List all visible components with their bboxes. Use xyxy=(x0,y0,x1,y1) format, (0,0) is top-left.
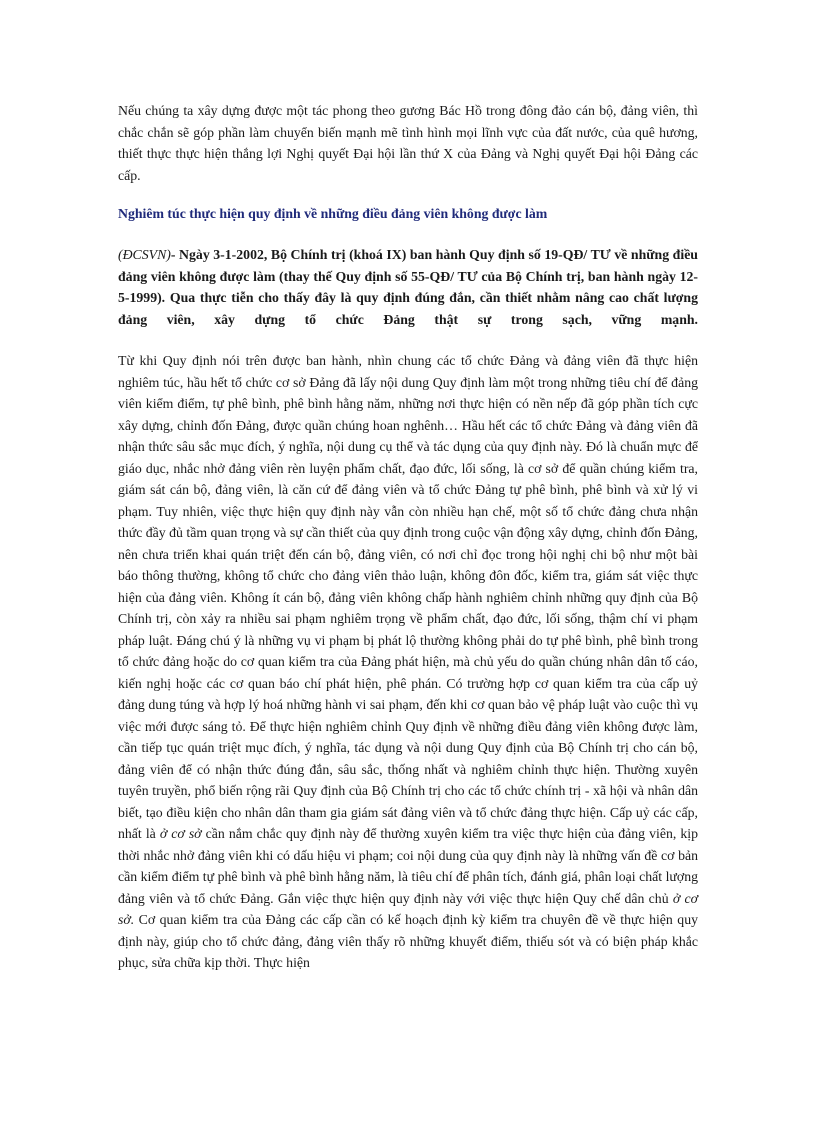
body-emphasis-1: ở cơ sở xyxy=(159,826,202,841)
body-text-part-1: Từ khi Quy định nói trên được ban hành, nhìn chung các tổ chức Đảng và đảng viên đã thực hiện nghiêm túc, hầu hết tổ chức cơ sở Đảng đã lấy nội dung Quy định làm một trong những tiêu chí để đảng viên kiểm điểm, tự phê bình, phê bình hằng năm, những nơi thực hiện có nền nếp đã góp phần tích cực xây dựng, chỉnh đốn Đảng, được quần chúng hoan nghênh… Hầu hết các tổ chức Đảng và đảng viên đã nhận thức sâu sắc mục đích, ý nghĩa, nội dung cụ thể và tác dụng của quy định này. Đó là chuẩn mực để giáo dục, nhắc nhở đảng viên rèn luyện phẩm chất, đạo đức, lối sống, là cơ sở để quần chúng kiểm tra, giám sát cán bộ, đảng viên, là căn cứ để đảng viên và tổ chức Đảng tự phê bình, phê bình và xử lý vi phạm. Tuy nhiên, việc thực hiện quy định này vẫn còn nhiều hạn chế, một số tổ chức đảng chưa nhận thức đầy đủ tầm quan trọng và sự cần thiết của quy định trong cuộc vận động xây dựng, chỉnh đốn Đảng, nên chưa triển khai quán triệt đến cán bộ, đảng viên, có nơi chỉ đọc trong hội nghị chi bộ như một bài báo thông thường, không tổ chức cho đảng viên thảo luận, không đôn đốc, kiểm tra, giám sát việc thực hiện của đảng viên. Không ít cán bộ, đảng viên không chấp hành nghiêm chỉnh những quy định của Bộ Chính trị, còn xảy ra nhiều sai phạm nghiêm trọng về phẩm chất, đạo đức, lối sống, thậm chí vi phạm pháp luật. Đáng chú ý là những vụ vi phạm bị phát lộ thường không phải do tự phê bình, phê bình trong tổ chức đảng hoặc do cơ quan kiểm tra của Đảng phát hiện, mà chủ yếu do quần chúng nhân dân tố cáo, kiến nghị hoặc các cơ quan báo chí phát hiện, phê phán. Có trường hợp cơ quan kiểm tra của cấp uỷ đảng dung túng và hợp lý hoá những hành vi sai phạm, đến khi cơ quan bảo vệ pháp luật vào cuộc thì vụ việc mới được sáng tỏ. Để thực hiện nghiêm chỉnh Quy định về những điều đảng viên không được làm, cần tiếp tục quán triệt mục đích, ý nghĩa, tác dụng và nội dung Quy định của Bộ Chính trị cho cán bộ, đảng viên để có nhận thức đúng đắn, sâu sắc, thống nhất và nghiêm chỉnh thực hiện. Thường xuyên tuyên truyền, phổ biến rộng rãi Quy định của Bộ Chính trị cho các tổ chức chính trị - xã hội và nhân dân biết, tạo điều kiện cho nhân dân tham gia giám sát đảng viên và tổ chức đảng thực hiện. Cấp uỷ các cấp, nhất là xyxy=(118,353,698,841)
body-text-part-3: Cơ quan kiểm tra của Đảng các cấp cần có kế hoạch định kỳ kiểm tra chuyên đề về thực hiện quy định này, giúp cho tổ chức đảng, đảng viên thấy rõ những khuyết điểm, thiếu sót và có biện pháp khắc phục, sửa chữa kịp thời. Thực hiện xyxy=(118,912,698,970)
article-lead xyxy=(118,244,698,330)
article-body xyxy=(118,350,698,974)
document-page xyxy=(118,100,698,974)
intro-paragraph: Nếu chúng ta xây dựng được một tác phong theo gương Bác Hồ trong đông đảo cán bộ, đảng viên, thì chắc chắn sẽ góp phần làm chuyển biến mạnh mẽ tình hình mọi lĩnh vực của đất nước, của quê hương, thiết thực thực hiện thắng lợi Nghị quyết Đại hội lần thứ X của Đảng và Nghị quyết Đại hội Đảng các cấp. xyxy=(118,103,698,183)
body-text-part-2: cần nắm chắc quy định này để thường xuyên kiểm tra việc thực hiện của đảng viên, kịp thời nhắc nhở đảng viên khi có dấu hiệu vi phạm; coi nội dung của quy định này là những vấn đề cơ bản cần kiểm điểm tự phê bình và phê bình hằng năm, là tiêu chí để phân tích, đánh giá, phân loại chất lượng đảng viên và tổ chức Đảng. Gắn việc thực hiện quy định này với việc thực hiện Quy chế dân chủ xyxy=(118,826,699,906)
article-lead-text: - Ngày 3-1-2002, Bộ Chính trị (khoá IX) ban hành Quy định số 19-QĐ/ TƯ về những điều đảng viên không được làm (thay thế Quy định số 55-QĐ/ TƯ của Bộ Chính trị, ban hành ngày 12-5-1999). Qua thực tiễn cho thấy đây là quy định đúng đắn, cần thiết nhằm nâng cao chất lượng đảng viên, xây dựng tổ chức Đảng thật sự trong sạch, vững mạnh. xyxy=(118,247,698,327)
body-emphasis-2: ở cơ sở. xyxy=(118,890,698,927)
article-title: Nghiêm túc thực hiện quy định về những điều đảng viên không được làm xyxy=(118,206,548,221)
article-source: (ĐCSVN) xyxy=(118,247,171,262)
